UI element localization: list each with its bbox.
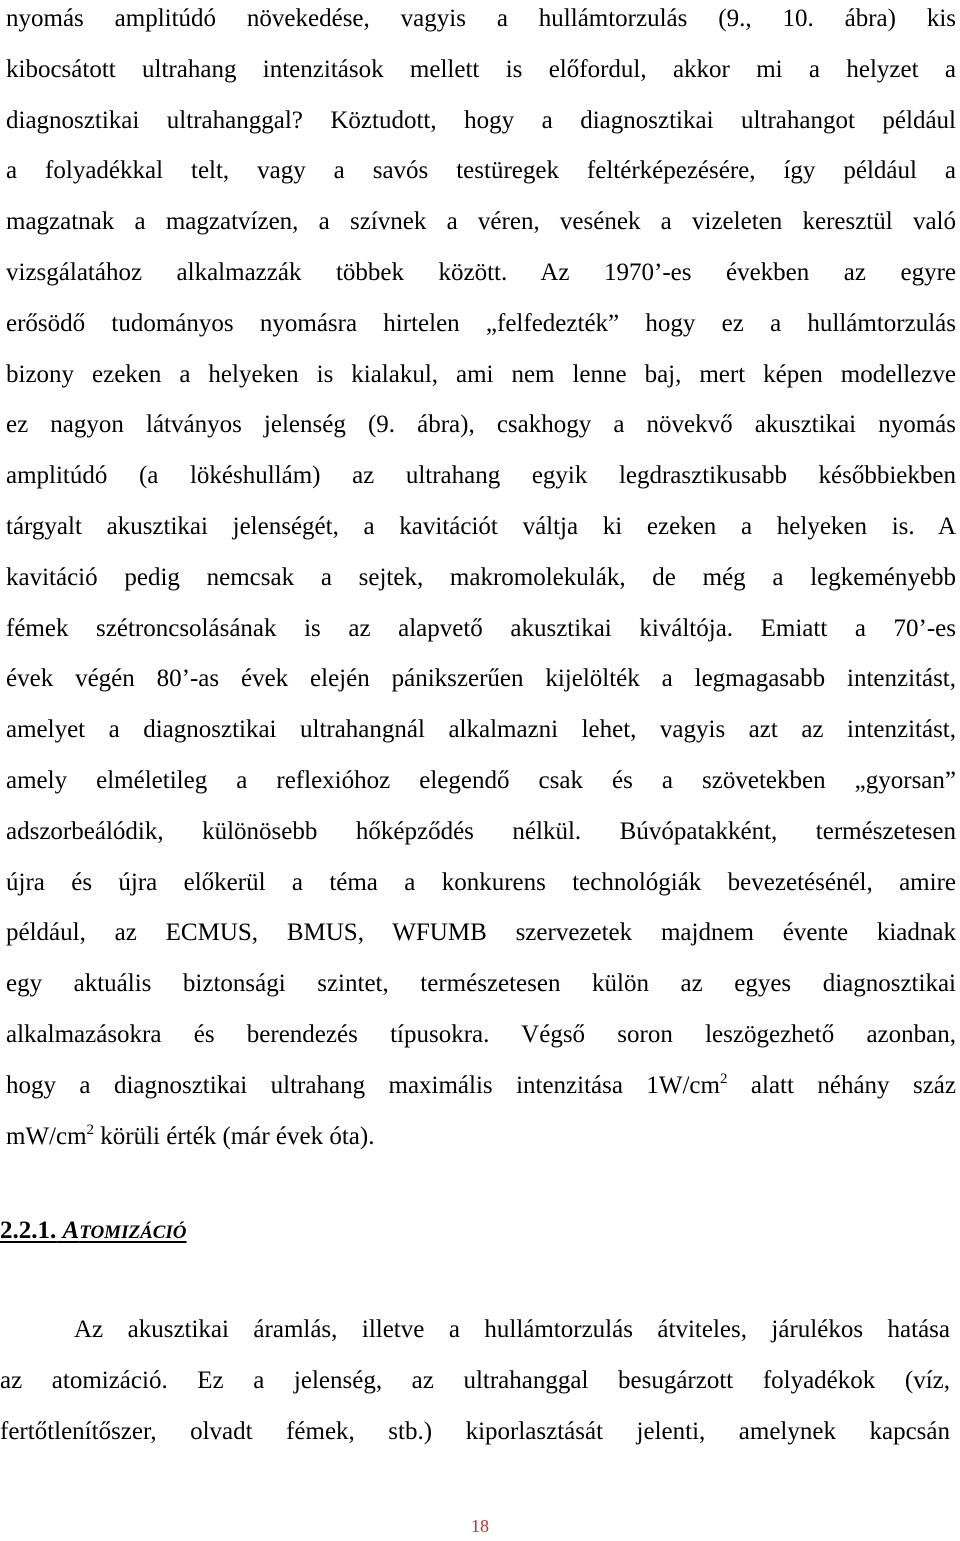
paragraph1-text-line: erősödő tudományos nyomásra hirtelen „felfedezték” hogy ez a hullámtorzulás [6,309,956,337]
line-text: hogy a diagnosztikai ultrahang maximális intenzitása 1W/cm [6,1071,720,1099]
paragraph1-text-line: alkalmazásokra és berendezés típusokra. Végső soron leszögezhető azonban, [6,1020,956,1048]
paragraph2-text-line: az atomizáció. Ez a jelenség, az ultrahanggal besugárzott folyadékok (víz, [0,1366,950,1394]
paragraph1-text-line: egy aktuális biztonsági szintet, természetesen külön az egyes diagnosztikai [6,970,956,998]
line-text: alatt néhány száz [727,1071,956,1099]
paragraph1-text-line: diagnosztikai ultrahanggal? Köztudott, hogy a diagnosztikai ultrahangot például [6,106,956,134]
paragraph1-text-line: adszorbeálódik, különösebb hőképződés nélkül. Búvópatakként, természetesen [6,817,956,845]
paragraph1-text-line: kavitáció pedig nemcsak a sejtek, makromolekulák, de még a legkeményebb [6,563,956,591]
paragraph1-text-line [6,1061,956,1112]
paragraph2-text-line: fertőtlenítőszer, olvadt fémek, stb.) kiporlasztását jelenti, amelynek kapcsán [0,1417,950,1445]
superscript-exponent: 2 [86,1121,95,1138]
document-page [6,0,956,1162]
section-title-rest: TOMIZÁCIÓ [79,1222,187,1243]
paragraph1-text-line: amelyet a diagnosztikai ultrahangnál alkalmazni lehet, vagyis azt az intenzitást, [6,716,956,744]
paragraph1-text-line: magzatnak a magzatvízen, a szívnek a véren, vesének a vizeleten keresztül való [6,208,956,236]
paragraph1-text-line: bizony ezeken a helyeken is kialakul, ami nem lenne baj, mert képen modellezve [6,360,956,388]
section-number: 2.2.1. [0,1217,57,1244]
paragraph1-text-line: nyomás amplitúdó növekedése, vagyis a hullámtorzulás (9., 10. ábra) kis [6,5,956,32]
paragraph1-text-line: kibocsátott ultrahang intenzitások mellett is előfordul, akkor mi a helyzet a [6,55,956,83]
paragraph1-text-line: tárgyalt akusztikai jelenségét, a kavitációt váltja ki ezeken a helyeken is. A [6,512,956,540]
paragraph1-text-line: amplitúdó (a lökéshullám) az ultrahang egyik legdrasztikusabb későbbiekben [6,462,956,490]
paragraph1-text-line: vizsgálatához alkalmazzák többek között. Az 1970’-es években az egyre [6,258,956,286]
body-paragraph-2 [0,1305,950,1457]
section-title-initial: A [62,1217,80,1244]
paragraph1-text-line: a folyadékkal telt, vagy a savós testüregek feltérképezésére, így például a [6,157,956,185]
paragraph2-text-line: Az akusztikai áramlás, illetve a hullámtorzulás átviteles, járulékos hatása [74,1316,950,1343]
paragraph1-text-line: amely elméletileg a reflexióhoz elegendő csak és a szövetekben „gyorsan” [6,766,956,794]
page-number: 18 [471,1516,489,1536]
paragraph1-text-line: újra és újra előkerül a téma a konkurens technológiák bevezetésénél, amire [6,868,956,896]
paragraph1-text-line: fémek szétroncsolásának is az alapvető akusztikai kiváltója. Emiatt a 70’-es [6,614,956,642]
body-paragraph-1 [6,0,956,1162]
paragraph1-text-line [6,1112,956,1163]
body-paragraph-2-block [0,1305,950,1457]
superscript-exponent: 2 [719,1070,728,1087]
line-text: mW/cm [6,1122,87,1150]
line-text: körüli érték (már évek óta). [94,1122,375,1150]
paragraph1-text-line: például, az ECMUS, BMUS, WFUMB szervezetek majdnem évente kiadnak [6,919,956,947]
paragraph1-text-line: ez nagyon látványos jelenség (9. ábra), csakhogy a növekvő akusztikai nyomás [6,411,956,439]
section-heading [0,1213,187,1251]
paragraph1-text-line: évek végén 80’-as évek elején pánikszerűen kijelölték a legmagasabb intenzitást, [6,665,956,693]
